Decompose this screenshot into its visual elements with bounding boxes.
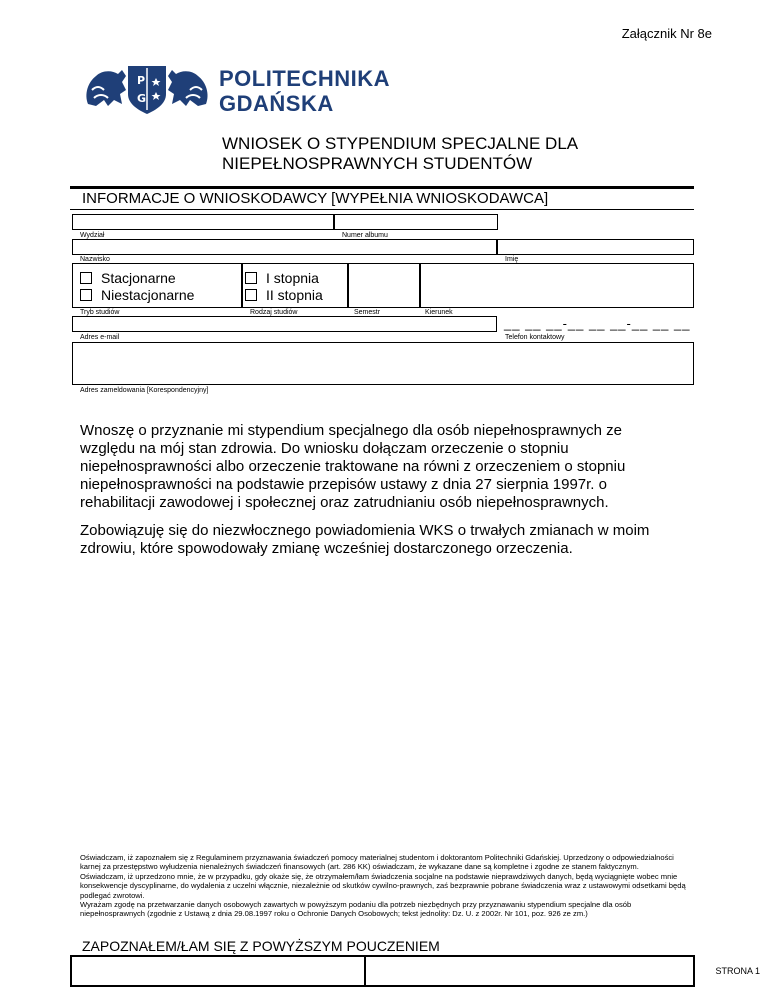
statement-regulations: Oświadczam, iż zapoznałem się z Regulaminem przyznawania świadczeń pomocy materialnej studentom i doktorantom Politechniki Gdańskiej. Uprzedzony o odpowiedzialności karnej za przestępstwo wyłudzenia nienależnych świadczeń finansowych (art. 286 KK) oświadczam, że wykazane dane są kompletne i zgodne ze stanem faktycznym.	[80, 853, 674, 872]
checkbox-icon[interactable]	[80, 289, 92, 301]
first-name-label: Imię	[505, 256, 519, 263]
request-paragraph: Wnoszę o przyznanie mi stypendium specjalnego dla osób niepełnosprawnych ze względu na mój stan zdrowia. Do wniosku dołączam orzeczenie o stopniu niepełnosprawności albo orzeczenie traktowane na równi z orzeczeniem o stopniu niepełnosprawności na podstawie przepisów ustawy z dnia 27 sierpnia 1997r. o rehabilitacji zawodowej i społecznej oraz zatrudnianiu osób niepełnosprawnych.	[80, 422, 626, 511]
study-mode-option-label: Niestacjonarne	[101, 287, 195, 303]
study-type-option-first-cycle[interactable]	[245, 270, 319, 287]
album-number-label: Numer albumu	[342, 232, 388, 239]
statement-consequences: Oświadczam, iż uprzedzono mnie, że w przypadku, gdy okaże się, że otrzymałem/łam świadczenia socjalne na podstawie nieprawdziwych danych, będą wyciągnięte wobec mnie konsekwencje dyscyplinarne, do wydalenia z uczelni włącznie, niezależnie od skutków cywilno-prawnych, zaś bezprawnie pobrane świadczenia wraz z ustawowymi odsetkami będą podlegać zwrotowi.	[80, 871, 686, 900]
university-name-line1: POLITECHNIKA	[219, 66, 390, 91]
emblem-letter-p: P	[137, 74, 146, 87]
semester-input[interactable]	[348, 263, 420, 308]
address-label: Adres zameldowania [Korespondencyjny]	[80, 387, 209, 394]
faculty-label: Wydział	[80, 232, 105, 239]
acknowledgement-heading: ZAPOZNAŁEM/ŁAM SIĘ Z POWYŻSZYM POUCZENIEM	[82, 938, 440, 954]
surname-input[interactable]	[72, 239, 497, 255]
study-type-label: Rodzaj studiów	[250, 309, 298, 316]
email-input[interactable]	[72, 316, 497, 332]
university-name	[219, 66, 390, 116]
field-of-study-label: Kierunek	[425, 309, 453, 316]
study-mode-option-label: Stacjonarne	[101, 270, 176, 286]
statement-data-consent: Wyrażam zgodę na przetwarzanie danych osobowych zawartych w powyższym podaniu dla potrzeb niezbędnych przy przyznawaniu stypendium specjalne dla osób niepełnosprawnych (zgodnie z Ustawą z dnia 29.08.1997 roku o Ochronie Danych Osobowych; tekst jednolity: Dz. U. z 2002r. Nr 101, poz. 926 ze zm.)	[80, 900, 632, 919]
page-number: STRONA 1	[715, 966, 760, 976]
checkbox-icon[interactable]	[245, 272, 257, 284]
university-name-line2: GDAŃSKA	[219, 91, 334, 116]
study-mode-label: Tryb studiów	[80, 309, 120, 316]
study-type-option-second-cycle[interactable]	[245, 287, 323, 304]
section-rule-thin	[70, 209, 694, 210]
section-heading: INFORMACJE O WNIOSKODAWCY [WYPEŁNIA WNIOSKODAWCA]	[82, 190, 549, 207]
first-name-input[interactable]	[497, 239, 694, 255]
email-label: Adres e-mail	[80, 334, 120, 341]
surname-label: Nazwisko	[80, 256, 110, 263]
statements-block	[80, 853, 690, 919]
study-mode-option-full-time[interactable]	[80, 270, 176, 287]
form-title-line2: NIEPEŁNOSPRAWNYCH STUDENTÓW	[222, 154, 533, 173]
phone-label: Telefon kontaktowy	[505, 334, 565, 341]
date-signature-box[interactable]	[70, 955, 366, 987]
checkbox-icon[interactable]	[245, 289, 257, 301]
checkbox-icon[interactable]	[80, 272, 92, 284]
form-title-line1: WNIOSEK O STYPENDIUM SPECJALNE DLA	[222, 134, 579, 153]
faculty-input[interactable]	[72, 214, 334, 230]
study-mode-option-part-time[interactable]	[80, 287, 194, 304]
obligation-paragraph: Zobowiązuję się do niezwłocznego powiadomienia WKS o trwałych zmianach w moim zdrowiu, które spowodowały zmianę wcześniej dostarczonego orzeczenia.	[80, 522, 650, 557]
semester-label: Semestr	[354, 309, 381, 316]
album-number-input[interactable]	[334, 214, 498, 230]
phone-input[interactable]: __ __ __-__ __ __-__ __ __	[504, 316, 691, 331]
study-type-option-label: II stopnia	[266, 287, 323, 303]
student-signature-box[interactable]	[364, 955, 695, 987]
section-rule	[70, 186, 694, 189]
address-input[interactable]	[72, 342, 694, 385]
annex-label: Załącznik Nr 8e	[621, 26, 712, 41]
university-crest-icon	[82, 60, 212, 116]
emblem-letter-g: G	[137, 92, 147, 105]
field-of-study-input[interactable]	[420, 263, 694, 308]
form-title	[222, 134, 578, 174]
study-type-option-label: I stopnia	[266, 270, 319, 286]
